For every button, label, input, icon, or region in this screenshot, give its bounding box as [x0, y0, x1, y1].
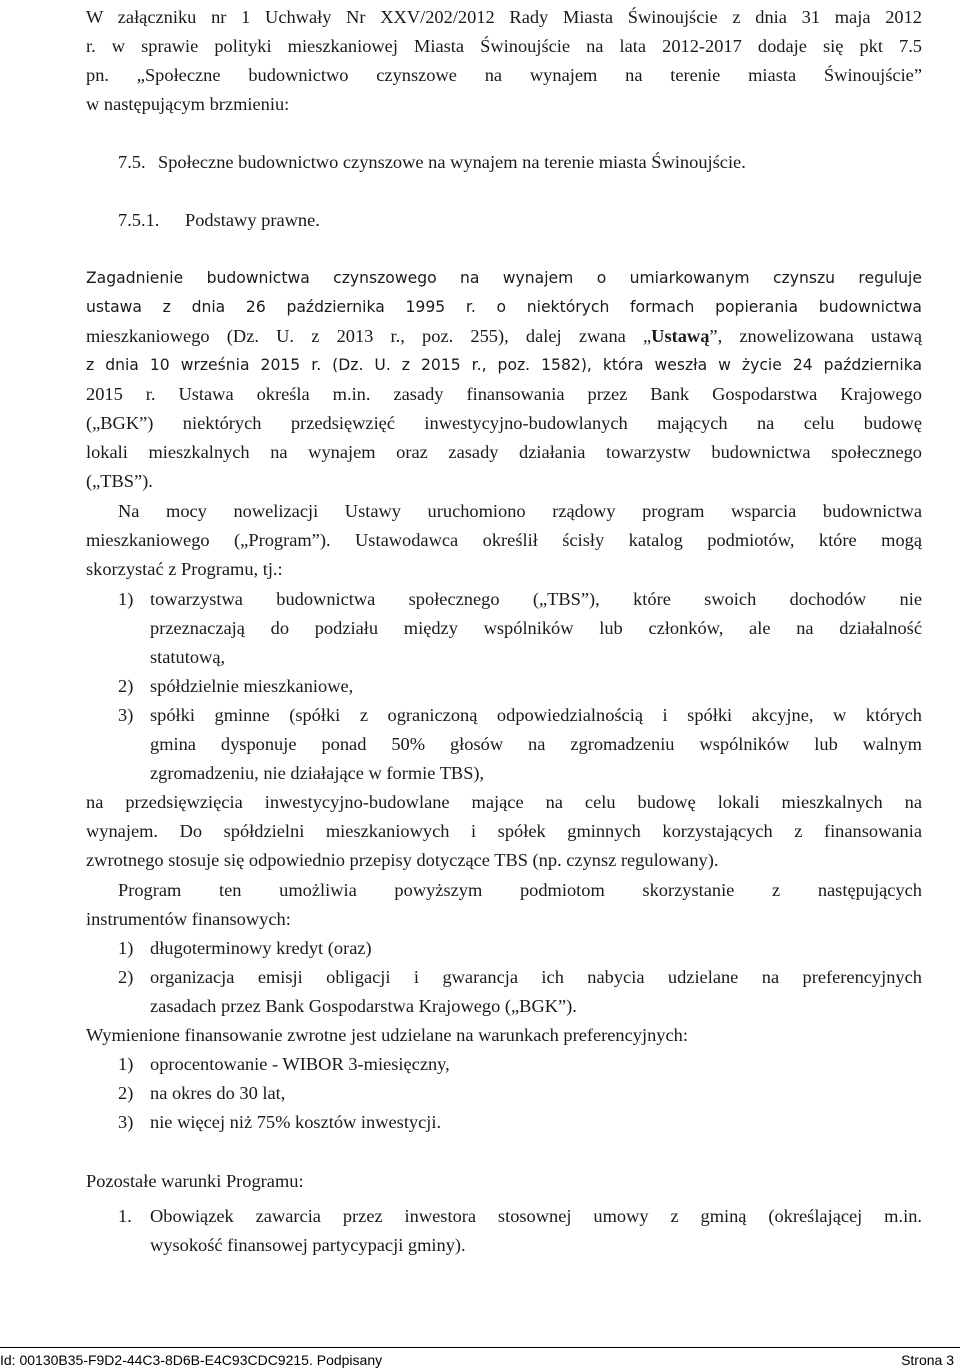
- section-title: Społeczne budownictwo czynszowe na wynajem na terenie miasta Świnoujście.: [158, 152, 746, 172]
- list-item-line: przeznaczają do podziału między wspólników lub członków, ale na działalność: [150, 618, 922, 638]
- list-item-line: statutową,: [150, 647, 226, 667]
- intro-line: w następującym brzmieniu:: [86, 94, 290, 114]
- list-number: 2): [118, 967, 134, 987]
- paragraph-line: Wymienione finansowanie zwrotne jest udzielane na warunkach preferencyjnych:: [86, 1025, 688, 1045]
- paragraph-line: mieszkaniowego („Program”). Ustawodawca określił ścisły katalog podmiotów, które mogą: [86, 530, 922, 550]
- section-number: 7.5.: [118, 152, 146, 172]
- paragraph-line: na przedsięwzięcia inwestycyjno-budowlane mające na celu budowę lokali mieszkalnych na: [86, 792, 922, 812]
- footer-page-number: Strona 3: [901, 1352, 954, 1368]
- paragraph-line: Pozostałe warunki Programu:: [86, 1171, 304, 1191]
- paragraph-line: z dnia 10 września 2015 r. (Dz. U. z 2015 r., poz. 1582), która weszła w życie 24 października: [86, 356, 922, 374]
- paragraph-line: wynajem. Do spółdzielni mieszkaniowych i spółek gminnych korzystających z finansowania: [86, 821, 922, 841]
- list-item-line: na okres do 30 lat,: [150, 1083, 286, 1103]
- list-number: 3): [118, 705, 134, 725]
- paragraph-line: („TBS”).: [86, 471, 153, 491]
- paragraph-line: ustawa z dnia 26 października 1995 r. o niektórych formach popierania budownictwa: [86, 298, 922, 316]
- list-item-line: zgromadzeniu, nie działające w formie TBS),: [150, 763, 485, 783]
- list-number: 2): [118, 1083, 134, 1103]
- list-number: 1): [118, 1054, 134, 1074]
- subsection-number: 7.5.1.: [118, 210, 160, 230]
- list-number: 1): [118, 589, 134, 609]
- paragraph-line: 2015 r. Ustawa określa m.in. zasady finansowania przez Bank Gospodarstwa Krajowego: [86, 384, 922, 404]
- list-item-line: oprocentowanie - WIBOR 3-miesięczny,: [150, 1054, 450, 1074]
- paragraph-line: („BGK”) niektórych przedsięwzięć inwestycyjno-budowlanych mających na celu budowę: [86, 413, 922, 433]
- intro-line: pn. „Społeczne budownictwo czynszowe na wynajem na terenie miasta Świnoujście”: [86, 65, 922, 85]
- intro-line: r. w sprawie polityki mieszkaniowej Miasta Świnoujście na lata 2012-2017 dodaje się pkt 7.5: [86, 36, 922, 56]
- paragraph-line: Zagadnienie budownictwa czynszowego na wynajem o umiarkowanym czynszu reguluje: [86, 269, 922, 287]
- list-item-line: nie więcej niż 75% kosztów inwestycji.: [150, 1112, 442, 1132]
- footer-rule: [0, 1347, 960, 1348]
- list-number: 2): [118, 676, 134, 696]
- subsection-title: Podstawy prawne.: [185, 210, 320, 230]
- list-number: 1): [118, 938, 134, 958]
- paragraph-line: instrumentów finansowych:: [86, 909, 291, 929]
- paragraph-line: mieszkaniowego (Dz. U. z 2013 r., poz. 255), dalej zwana „Ustawą”, znowelizowana ustawą: [86, 326, 923, 346]
- list-item-line: organizacja emisji obligacji i gwarancja ich nabycia udzielane na preferencyjnych: [150, 967, 922, 987]
- paragraph-line: Na mocy nowelizacji Ustawy uruchomiono rządowy program wsparcia budownictwa: [118, 501, 922, 521]
- footer-id: Id: 00130B35-F9D2-44C3-8D6B-E4C93CDC9215. Podpisany: [0, 1352, 383, 1368]
- paragraph-line: zwrotnego stosuje się odpowiednio przepisy dotyczące TBS (np. czynsz regulowany).: [86, 850, 719, 870]
- list-item-line: towarzystwa budownictwa społecznego („TBS”), które swoich dochodów nie: [150, 589, 922, 609]
- list-item-line: Obowiązek zawarcia przez inwestora stosownej umowy z gminą (określającej m.in.: [150, 1206, 922, 1226]
- list-item-line: spółdzielnie mieszkaniowe,: [150, 676, 354, 696]
- list-item-line: zasadach przez Bank Gospodarstwa Krajowego („BGK”).: [150, 996, 577, 1016]
- list-item-line: gmina dysponuje ponad 50% głosów na zgromadzeniu wspólników lub walnym: [150, 734, 922, 754]
- paragraph-line: Program ten umożliwia powyższym podmiotom skorzystanie z następujących: [118, 880, 922, 900]
- list-item-line: długoterminowy kredyt (oraz): [150, 938, 372, 958]
- list-number: 1.: [118, 1206, 132, 1226]
- intro-line: W załączniku nr 1 Uchwały Nr XXV/202/2012 Rady Miasta Świnoujście z dnia 31 maja 2012: [86, 7, 922, 27]
- paragraph-line: skorzystać z Programu, tj.:: [86, 559, 283, 579]
- list-item-line: wysokość finansowej partycypacji gminy).: [150, 1235, 466, 1255]
- paragraph-line: lokali mieszkalnych na wynajem oraz zasady działania towarzystw budownictwa społecznego: [86, 442, 922, 462]
- list-item-line: spółki gminne (spółki z ograniczoną odpowiedzialnością i spółki akcyjne, w których: [150, 705, 922, 725]
- list-number: 3): [118, 1112, 134, 1132]
